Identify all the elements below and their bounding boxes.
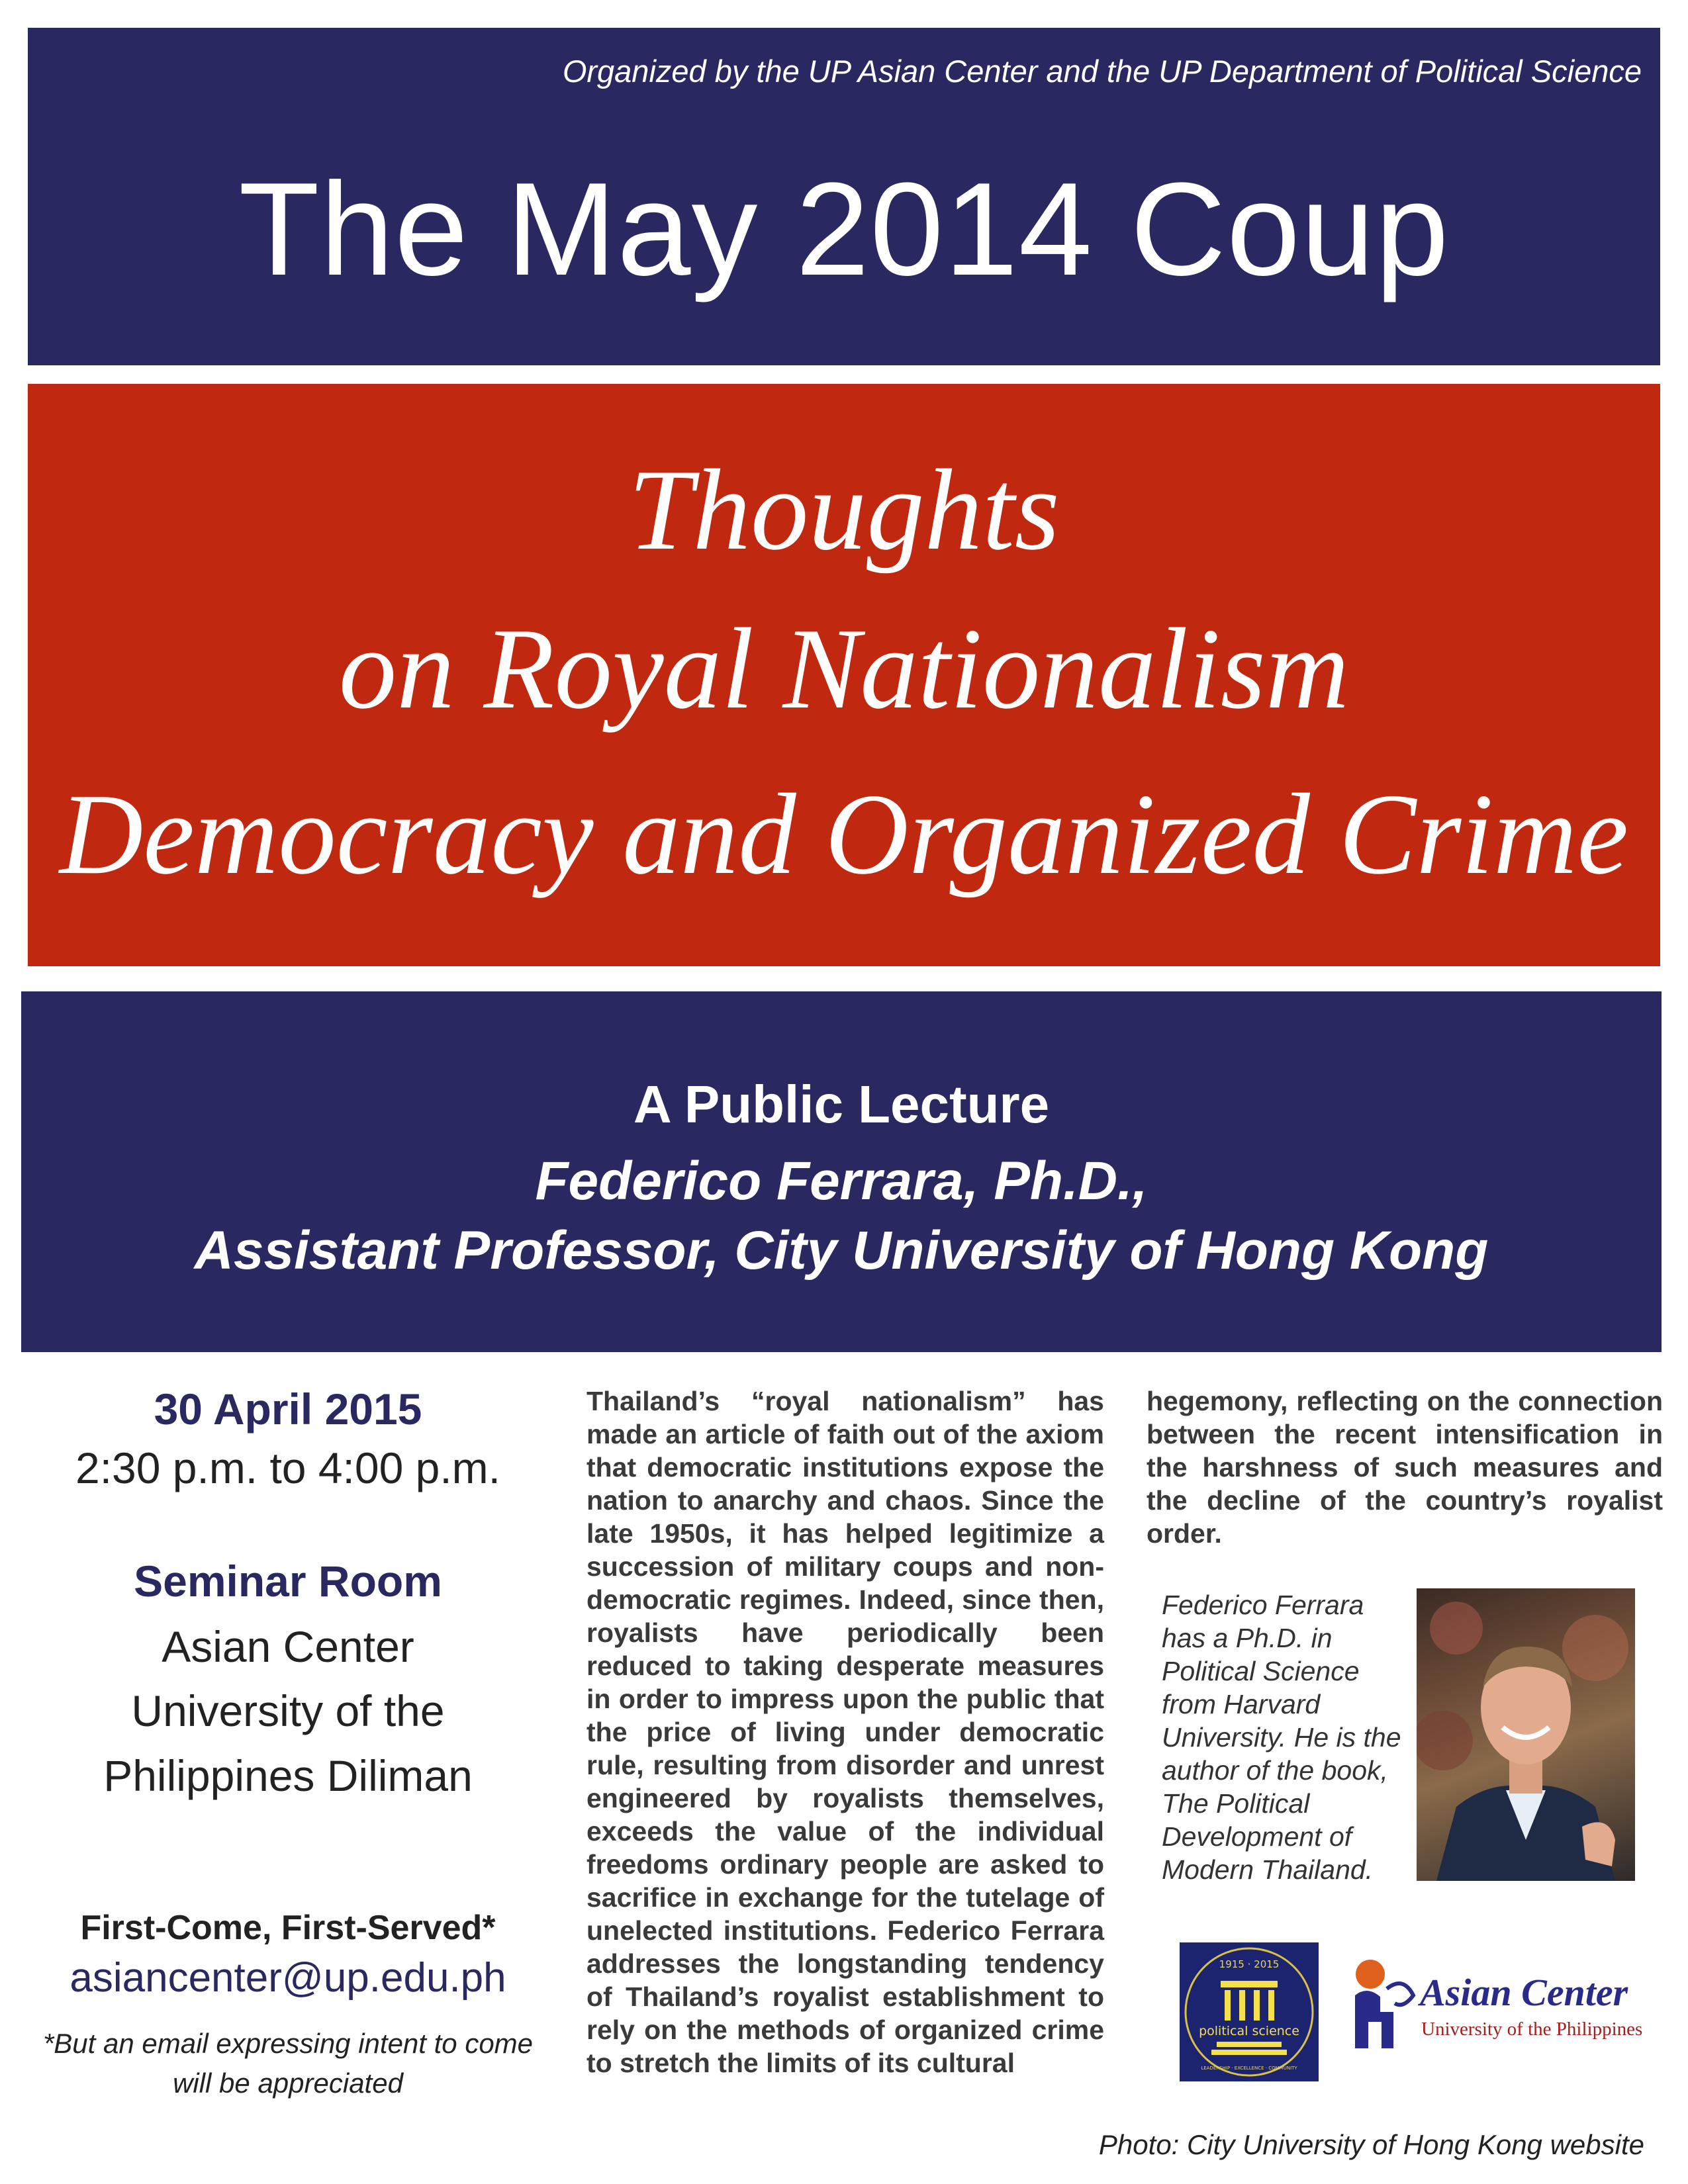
political-science-seal-icon — [1180, 1942, 1319, 2081]
asian-center-name: Asian Center — [1420, 1971, 1628, 2014]
event-room: Seminar Room — [134, 1557, 442, 1606]
contact-email[interactable]: asiancenter@up.edu.ph — [70, 1954, 506, 2001]
speaker-bio: Federico Ferrara has a Ph.D. in Political Science from Harvard University. He is the author of the book, The Political Development of Modern Thailand. — [1162, 1590, 1401, 1885]
speaker-portrait-icon — [1417, 1588, 1635, 1881]
asian-center-logo — [1340, 1949, 1658, 2062]
rsvp-note: *But an email expressing intent to come will be appreciated — [42, 2027, 534, 2099]
photo-credit: Photo: City University of Hong Kong website — [1098, 2129, 1644, 2160]
venue-line-1: Asian Center — [162, 1621, 414, 1671]
abstract-text: Thailand’s “royal nationalism” has made an article of faith out of the axiom that democratic institutions expose the nation to anarchy and chaos. Since the late 1950s, it has helped legitimize a succession of military coups and non-democratic regimes. Indeed, since then, royalists have periodically been reduced to taking desperate measures in order to impress upon the public that the price of living under democratic rule, resulting from disorder and unrest engineered by royalists themselves, exceeds the value of the individual freedoms ordinary people are asked to sacrifice in exchange for the tutelage of unelected institutions. Federico Ferrara addresses the longstanding tendency of Thailand’s royalist establishment to rely on the methods of organized crime to stretch the limits of its cultural — [586, 1386, 1104, 2078]
organizer-text: Organized by the UP Asian Center and the UP Department of Political Science — [562, 54, 1642, 89]
abstract-text-continued: hegemony, reflecting on the connection between the recent intensification in the harshness of such measures and the decline of the country’s royalist order. — [1147, 1386, 1663, 1549]
polsci-tagline: LEADERSHIP · EXCELLENCE · COMMUNITY — [1201, 2066, 1297, 2071]
speaker-name: Federico Ferrara, Ph.D., — [535, 1151, 1148, 1211]
subtitle-line-1: Thoughts — [628, 445, 1060, 574]
polsci-name: political science — [1199, 2024, 1299, 2038]
subtitle-line-2: on Royal Nationalism — [338, 604, 1350, 733]
event-venue — [20, 1615, 556, 1809]
speaker-photo — [1417, 1588, 1635, 1881]
polsci-years: 1915 · 2015 — [1219, 1958, 1280, 1970]
header-banner — [28, 28, 1660, 365]
event-time: 2:30 p.m. to 4:00 p.m. — [75, 1443, 501, 1493]
subtitle-line-3: Democracy and Organized Crime — [59, 770, 1629, 898]
lecture-heading: A Public Lecture — [633, 1075, 1050, 1134]
asian-center-emblem-icon — [1340, 1949, 1658, 2062]
event-title: The May 2014 Coup — [238, 156, 1450, 303]
political-science-logo — [1180, 1942, 1319, 2081]
speaker-affiliation: Assistant Professor, City University of Hong Kong — [194, 1220, 1489, 1281]
lecture-banner — [21, 991, 1662, 1352]
event-date: 30 April 2015 — [154, 1385, 422, 1433]
asian-center-subtitle: University of the Philippines — [1421, 2019, 1643, 2040]
event-details — [20, 1383, 556, 2104]
venue-line-3: Philippines Diliman — [103, 1751, 473, 1800]
subtitle-banner — [28, 384, 1660, 966]
venue-line-2: University of the — [131, 1686, 445, 1736]
admission-policy: First-Come, First-Served* — [80, 1908, 496, 1947]
